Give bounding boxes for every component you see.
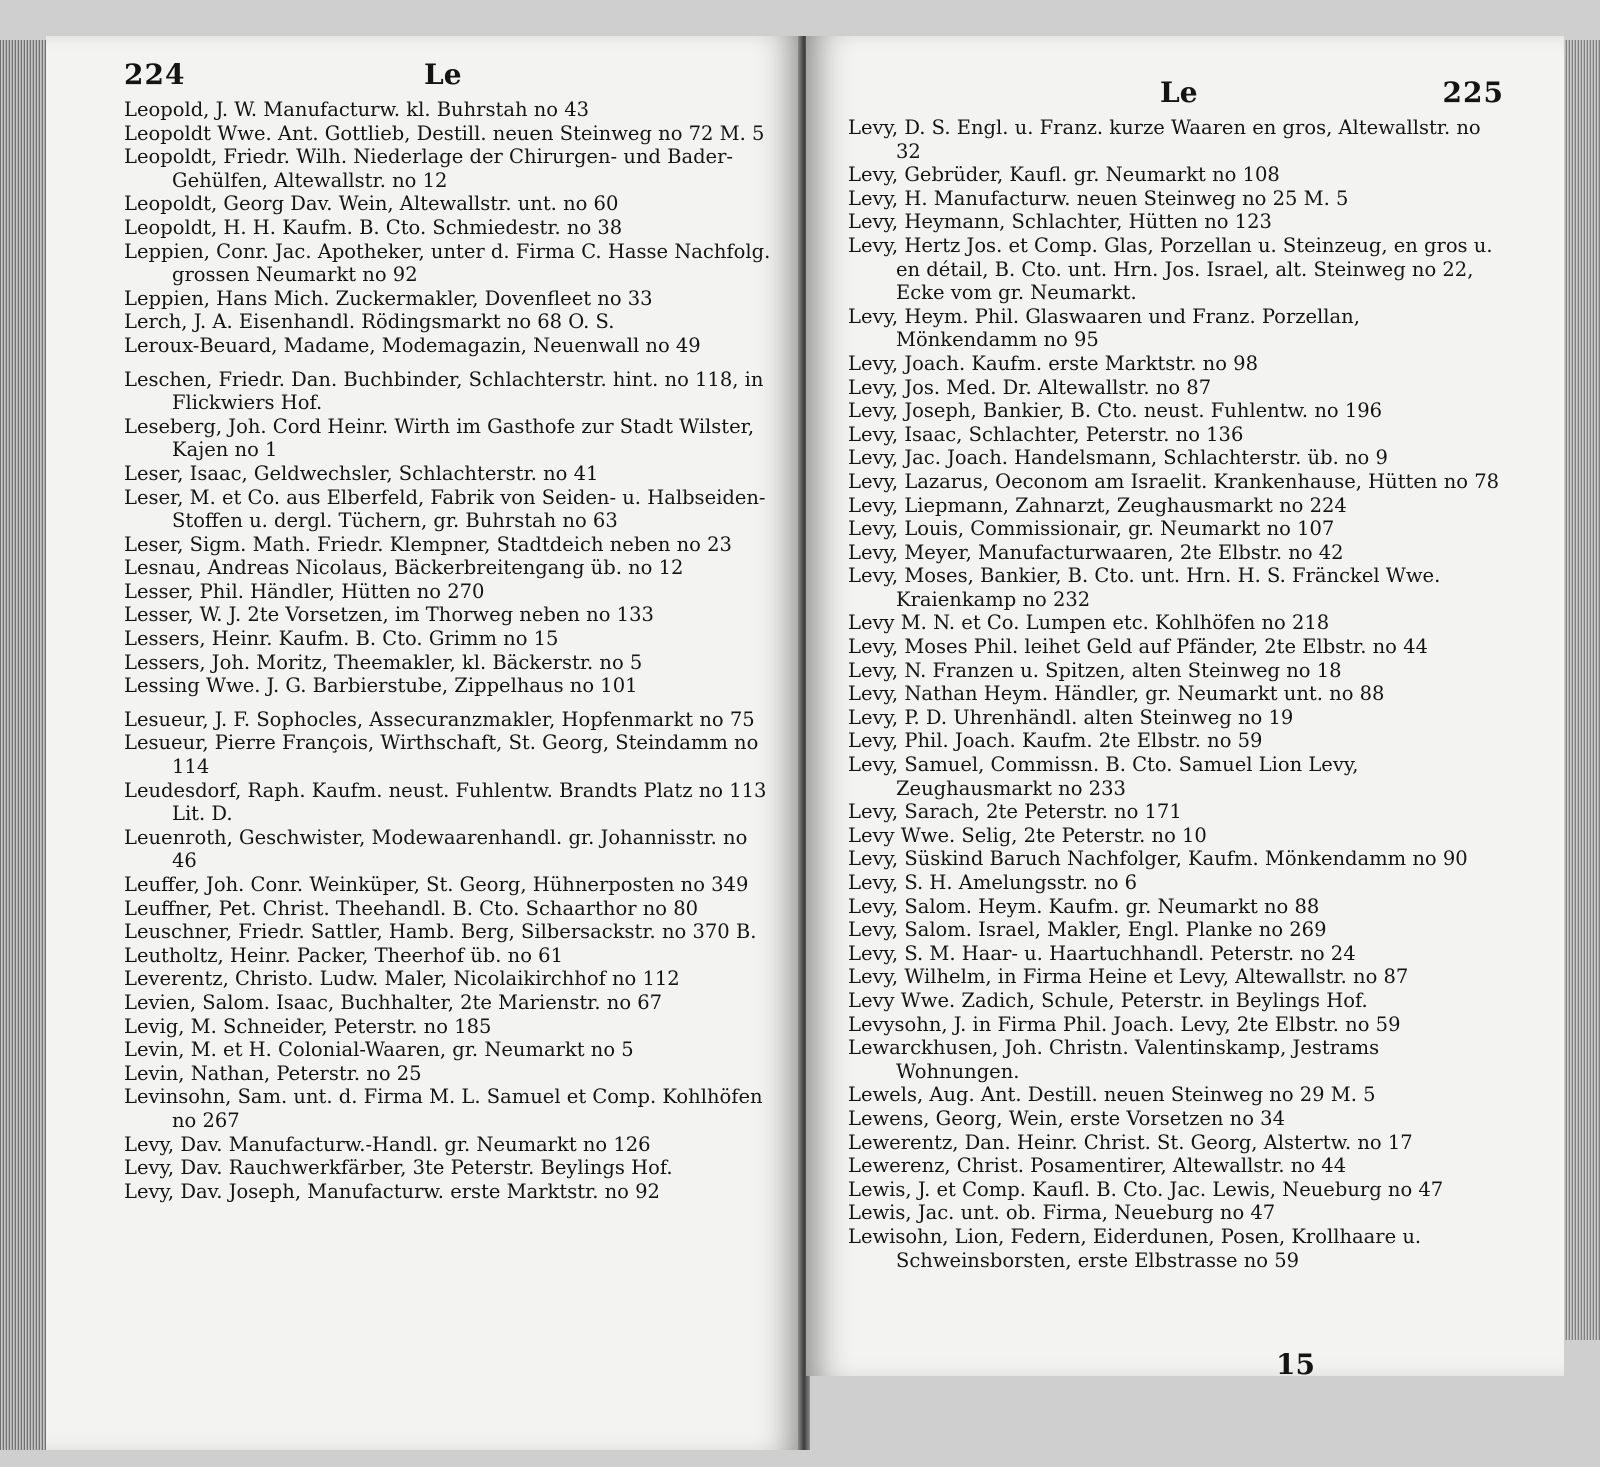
directory-entry: Levy, Dav. Rauchwerkfärber, 3te Peterstr. Beylings Hof. — [124, 1156, 673, 1180]
directory-entry: Lewisohn, Lion, Federn, Eiderdunen, Posen, Krollhaare u. Schweinsborsten, erste Elbstrasse no 59 — [848, 1224, 1422, 1272]
right-page-number: 225 — [1442, 76, 1504, 109]
directory-entry: Levy, Gebrüder, Kaufl. gr. Neumarkt no 108 — [848, 163, 1280, 187]
directory-entry: Levy, S. H. Amelungsstr. no 6 — [848, 871, 1138, 894]
directory-entry: Levy, Moses Phil. leihet Geld auf Pfänder, 2te Elbstr. no 44 — [848, 635, 1428, 659]
directory-entry: Lewis, Jac. unt. ob. Firma, Neueburg no 47 — [848, 1201, 1276, 1225]
directory-entry: Leser, M. et Co. aus Elberfeld, Fabrik von Seiden- u. Halbseiden-Stoffen u. dergl. Tüchern, gr. Buhrstah no 63 — [124, 485, 766, 533]
directory-entry: Lesnau, Andreas Nicolaus, Bäckerbreitengang üb. no 12 — [124, 556, 684, 580]
directory-entry: Lessing Wwe. J. G. Barbierstube, Zippelhaus no 101 — [124, 674, 638, 698]
page-edges-right — [1560, 40, 1600, 1340]
signature-mark: 15 — [1276, 1348, 1315, 1381]
directory-entry: Levy, Isaac, Schlachter, Peterstr. no 136 — [848, 422, 1244, 446]
directory-entry: Levy, Salom. Israel, Makler, Engl. Planke no 269 — [848, 918, 1327, 942]
directory-entry: Leopoldt Wwe. Ant. Gottlieb, Destill. neuen Steinweg no 72 M. 5 — [124, 121, 765, 145]
directory-entry: Levy, Heym. Phil. Glaswaaren und Franz. Porzellan, Mönkendamm no 95 — [848, 304, 1360, 352]
directory-entry: Levy, Heymann, Schlachter, Hütten no 123 — [848, 210, 1272, 234]
left-page — [46, 36, 802, 1450]
directory-entry: Levy, Louis, Commissionair, gr. Neumarkt no 107 — [848, 517, 1335, 541]
directory-entry: Leutholtz, Heinr. Packer, Theerhof üb. no 61 — [124, 943, 563, 967]
page-edges-left — [0, 40, 48, 1450]
right-entry-list — [848, 116, 1504, 1272]
directory-entry: Levien, Salom. Isaac, Buchhalter, 2te Marienstr. no 67 — [124, 990, 663, 1014]
directory-entry: Lesueur, Pierre François, Wirthschaft, St. Georg, Steindamm no 114 — [124, 731, 759, 779]
directory-entry: Levy, Süskind Baruch Nachfolger, Kaufm. Mönkendamm no 90 — [848, 847, 1468, 871]
directory-entry: Levy, Jac. Joach. Handelsmann, Schlachterstr. üb. no 9 — [848, 446, 1388, 470]
directory-entry: Leschen, Friedr. Dan. Buchbinder, Schlachterstr. hint. no 118, in Flickwiers Hof. — [124, 367, 764, 415]
directory-entry: Lewerenz, Christ. Posamentirer, Altewallstr. no 44 — [848, 1154, 1347, 1178]
directory-entry: Levy, Meyer, Manufacturwaaren, 2te Elbstr. no 42 — [848, 540, 1344, 564]
left-page-header — [124, 58, 776, 92]
directory-entry: Lessers, Heinr. Kaufm. B. Cto. Grimm no 15 — [124, 627, 559, 651]
directory-entry: Levinsohn, Sam. unt. d. Firma M. L. Samuel et Comp. Kohlhöfen no 267 — [124, 1085, 763, 1132]
directory-entry: Levy, Nathan Heym. Händler, gr. Neumarkt unt. no 88 — [848, 682, 1385, 706]
right-running-head: Le — [1160, 76, 1198, 109]
left-page-number: 224 — [124, 58, 186, 91]
directory-entry: Levysohn, J. in Firma Phil. Joach. Levy, 2te Elbstr. no 59 — [848, 1012, 1401, 1036]
directory-entry: Leuschner, Friedr. Sattler, Hamb. Berg, Silbersackstr. no 370 B. — [124, 920, 757, 944]
directory-entry: Levy Wwe. Selig, 2te Peterstr. no 10 — [848, 823, 1207, 847]
directory-entry: Levy, D. S. Engl. u. Franz. kurze Waaren en gros, Altewallstr. no 32 — [848, 116, 1481, 163]
directory-entry: Levy, P. D. Uhrenhändl. alten Steinweg no 19 — [848, 705, 1294, 729]
directory-entry: Lessers, Joh. Moritz, Theemakler, kl. Bäckerstr. no 5 — [124, 650, 643, 674]
directory-entry: Levin, M. et H. Colonial-Waaren, gr. Neumarkt no 5 — [124, 1038, 634, 1062]
directory-entry: Levy Wwe. Zadich, Schule, Peterstr. in Beylings Hof. — [848, 988, 1368, 1012]
directory-entry: Leudesdorf, Raph. Kaufm. neust. Fuhlentw. Brandts Platz no 113 Lit. D. — [124, 778, 767, 826]
directory-entry: Lewens, Georg, Wein, erste Vorsetzen no 34 — [848, 1106, 1285, 1130]
directory-entry: Levy, N. Franzen u. Spitzen, alten Steinweg no 18 — [848, 658, 1342, 682]
directory-entry: Leopoldt, Friedr. Wilh. Niederlage der Chirurgen- und Bader-Gehülfen, Altewallstr. no 12 — [124, 145, 734, 192]
directory-entry: Lesueur, J. F. Sophocles, Assecuranzmakler, Hopfenmarkt no 75 — [124, 707, 755, 731]
left-entry-list — [124, 98, 776, 1203]
right-page — [806, 36, 1564, 1381]
directory-entry: Levy, Dav. Joseph, Manufacturw. erste Marktstr. no 92 — [124, 1179, 660, 1203]
directory-entry: Leppien, Hans Mich. Zuckermakler, Dovenfleet no 33 — [124, 286, 653, 310]
right-page-header — [848, 76, 1504, 110]
directory-entry: Lesser, Phil. Händler, Hütten no 270 — [124, 579, 485, 603]
directory-entry: Levy, Hertz Jos. et Comp. Glas, Porzellan u. Steinzeug, en gros u. en détail, B. Cto. unt. Hrn. Jos. Israel, alt. Steinweg no 22, Ecke vom gr. Neumarkt. — [848, 233, 1493, 305]
directory-entry: Leopoldt, H. H. Kaufm. B. Cto. Schmiedestr. no 38 — [124, 215, 623, 239]
directory-entry: Levy, Salom. Heym. Kaufm. gr. Neumarkt no 88 — [848, 894, 1320, 918]
directory-entry: Levy, Sarach, 2te Peterstr. no 171 — [848, 800, 1182, 824]
directory-entry: Levig, M. Schneider, Peterstr. no 185 — [124, 1014, 492, 1038]
directory-entry: Levin, Nathan, Peterstr. no 25 — [124, 1061, 422, 1085]
directory-entry: Levy, S. M. Haar- u. Haartuchhandl. Peterstr. no 24 — [848, 941, 1356, 965]
directory-entry: Levy, Wilhelm, in Firma Heine et Levy, Altewallstr. no 87 — [848, 965, 1409, 989]
directory-entry: Lesser, W. J. 2te Vorsetzen, im Thorweg neben no 133 — [124, 603, 654, 627]
left-running-head: Le — [424, 58, 462, 91]
directory-entry: Levy, Moses, Bankier, B. Cto. unt. Hrn. H. S. Fränckel Wwe. Kraienkamp no 232 — [848, 564, 1441, 611]
directory-entry: Leroux-Beuard, Madame, Modemagazin, Neuenwall no 49 — [124, 333, 701, 357]
directory-entry: Leuffer, Joh. Conr. Weinküper, St. Georg, Hühnerposten no 349 — [124, 873, 749, 896]
directory-entry: Leopoldt, Georg Dav. Wein, Altewallstr. unt. no 60 — [124, 192, 619, 216]
directory-entry: Levy, Joseph, Bankier, B. Cto. neust. Fuhlentw. no 196 — [848, 399, 1383, 423]
directory-entry: Levy M. N. et Co. Lumpen etc. Kohlhöfen no 218 — [848, 611, 1330, 635]
directory-entry: Levy, Lazarus, Oeconom am Israelit. Krankenhause, Hütten no 78 — [848, 469, 1500, 493]
directory-entry: Leser, Isaac, Geldwechsler, Schlachterstr. no 41 — [124, 461, 599, 485]
directory-entry: Leverentz, Christo. Ludw. Maler, Nicolaikirchhof no 112 — [124, 967, 680, 991]
directory-entry: Lerch, J. A. Eisenhandl. Rödingsmarkt no 68 O. S. — [124, 310, 615, 334]
directory-entry: Levy, Phil. Joach. Kaufm. 2te Elbstr. no 59 — [848, 729, 1263, 753]
directory-entry: Leopold, J. W. Manufacturw. kl. Buhrstah no 43 — [124, 98, 590, 121]
directory-entry: Levy, H. Manufacturw. neuen Steinweg no 25 M. 5 — [848, 186, 1349, 210]
directory-entry: Levy, Dav. Manufacturw.-Handl. gr. Neumarkt no 126 — [124, 1132, 651, 1156]
directory-entry: Lewarckhusen, Joh. Christn. Valentinskamp, Jestrams Wohnungen. — [848, 1036, 1380, 1083]
directory-entry: Leuffner, Pet. Christ. Theehandl. B. Cto. Schaarthor no 80 — [124, 896, 699, 920]
directory-entry: Leppien, Conr. Jac. Apotheker, unter d. Firma C. Hasse Nachfolg. grossen Neumarkt no 92 — [124, 239, 771, 287]
directory-entry: Levy, Jos. Med. Dr. Altewallstr. no 87 — [848, 375, 1212, 399]
directory-entry: Lewerentz, Dan. Heinr. Christ. St. Georg, Alstertw. no 17 — [848, 1130, 1413, 1154]
directory-entry: Leuenroth, Geschwister, Modewaarenhandl. gr. Johannisstr. no 46 — [124, 825, 748, 873]
directory-entry: Levy, Joach. Kaufm. erste Marktstr. no 98 — [848, 351, 1258, 375]
directory-entry: Leseberg, Joh. Cord Heinr. Wirth im Gasthofe zur Stadt Wilster, Kajen no 1 — [124, 414, 755, 462]
directory-entry: Lewis, J. et Comp. Kaufl. B. Cto. Jac. Lewis, Neueburg no 47 — [848, 1177, 1444, 1201]
directory-entry: Levy, Samuel, Commissn. B. Cto. Samuel Lion Levy, Zeughausmarkt no 233 — [848, 753, 1359, 800]
directory-entry: Lewels, Aug. Ant. Destill. neuen Steinweg no 29 M. 5 — [848, 1083, 1376, 1107]
directory-entry: Levy, Liepmann, Zahnarzt, Zeughausmarkt no 224 — [848, 493, 1347, 517]
directory-entry: Leser, Sigm. Math. Friedr. Klempner, Stadtdeich neben no 23 — [124, 532, 732, 556]
